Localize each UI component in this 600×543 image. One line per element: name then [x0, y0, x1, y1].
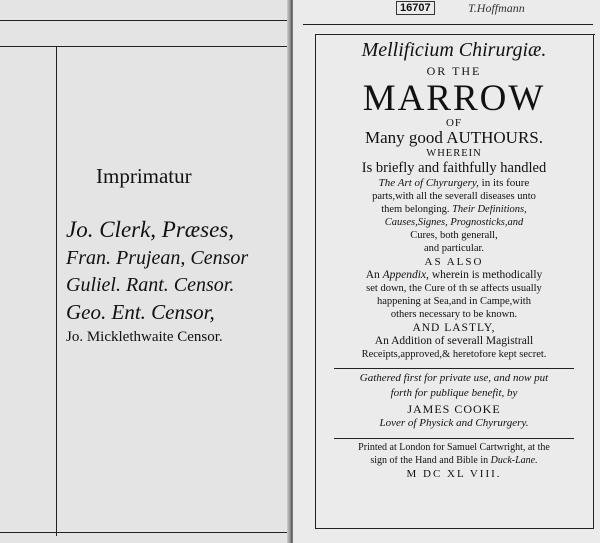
- title-and-lastly: AND LASTLY,: [412, 323, 496, 334]
- title-happening: happening at Sea,and in Campe,with: [377, 297, 531, 307]
- imprint-sign-roman: sign of the Hand and Bible in: [370, 456, 491, 466]
- title-as-also: AS ALSO: [424, 257, 484, 268]
- owner-signature: T.Hoffmann: [468, 1, 525, 15]
- title-art-italic: The Art of Chyrurgery,: [378, 178, 479, 189]
- title-set-down: set down, the Cure of th se affects usually: [366, 284, 542, 294]
- author-lover: Lover of Physick and Chyrurgery.: [379, 418, 529, 429]
- title-text: [323, 40, 585, 483]
- censor-line: Fran. Prujean, Censor: [66, 247, 249, 269]
- imprint-sign-line: [323, 456, 585, 469]
- title-others: others necessary to be known.: [390, 310, 518, 320]
- title-art-line: [323, 178, 585, 192]
- title-appendix-a: An: [365, 270, 383, 281]
- title-latin: Mellificium Chirurgiæ.: [361, 40, 547, 61]
- title-marrow: MARROW: [362, 80, 546, 118]
- title-receipts: Receipts,approved,& heretofore kept secret.: [361, 350, 547, 360]
- title-border-bottom: [315, 528, 594, 529]
- author-gathered: Gathered first for private use, and now put: [359, 373, 549, 384]
- title-causes: Causes,Signes, Prognosticks,and: [384, 218, 524, 228]
- title-page: [293, 0, 600, 543]
- title-border-top-outer: [303, 24, 593, 25]
- title-appendix-line: [323, 270, 585, 284]
- title-belonging-italic: Their Definitions,: [452, 205, 527, 215]
- title-belonging-line: [323, 205, 585, 218]
- left-page: [0, 0, 291, 543]
- left-top-rule: [0, 20, 290, 21]
- title-or-the: OR THE: [426, 65, 482, 78]
- title-many-authours: Many good AUTHOURS.: [364, 129, 544, 147]
- title-particular: and particular.: [423, 244, 485, 254]
- imprimatur-heading: Imprimatur: [96, 164, 192, 188]
- title-divider: [334, 368, 574, 369]
- title-addition: An Addition of severall Magistrall: [374, 336, 534, 347]
- title-parts: parts,with all the severall diseases unto: [372, 192, 536, 202]
- imprint-date: M DC XL VIII.: [406, 469, 502, 480]
- title-appendix-b: Appendix,: [382, 270, 429, 281]
- imprint-printed: Printed at London for Samuel Cartwright, at the: [358, 443, 550, 453]
- title-briefly: Is briefly and faithfully handled: [361, 161, 547, 176]
- censor-line: Jo. Micklethwaite Censor.: [66, 329, 223, 345]
- title-border-left: [315, 34, 316, 528]
- title-border-right: [593, 34, 594, 528]
- censor-line: Jo. Clerk, Præses,: [66, 217, 235, 242]
- title-border-top: [315, 34, 595, 35]
- title-appendix-c: wherein is methodically: [428, 270, 543, 281]
- author-name: JAMES COOKE: [407, 403, 501, 416]
- title-wherein: WHEREIN: [426, 149, 482, 159]
- title-cures: Cures, both generall,: [410, 231, 498, 241]
- imprint-sign-italic: Duck-Lane.: [490, 456, 538, 466]
- title-art-roman: in its foure: [478, 178, 530, 189]
- author-forth: forth for publique benefit, by: [390, 388, 518, 399]
- imprint-divider: [334, 438, 574, 439]
- left-margin-rule: [56, 46, 57, 536]
- left-bottom-rule: [0, 532, 290, 533]
- title-belonging-roman: them belonging.: [381, 205, 453, 215]
- censor-list: [66, 218, 248, 352]
- left-top-rule-inner: [0, 46, 290, 47]
- title-of: OF: [445, 118, 463, 129]
- censor-line: Geo. Ent. Censor,: [66, 300, 215, 324]
- censor-line: Guliel. Rant. Censor.: [66, 274, 235, 296]
- shelfmark-stamp: 16707: [396, 1, 435, 15]
